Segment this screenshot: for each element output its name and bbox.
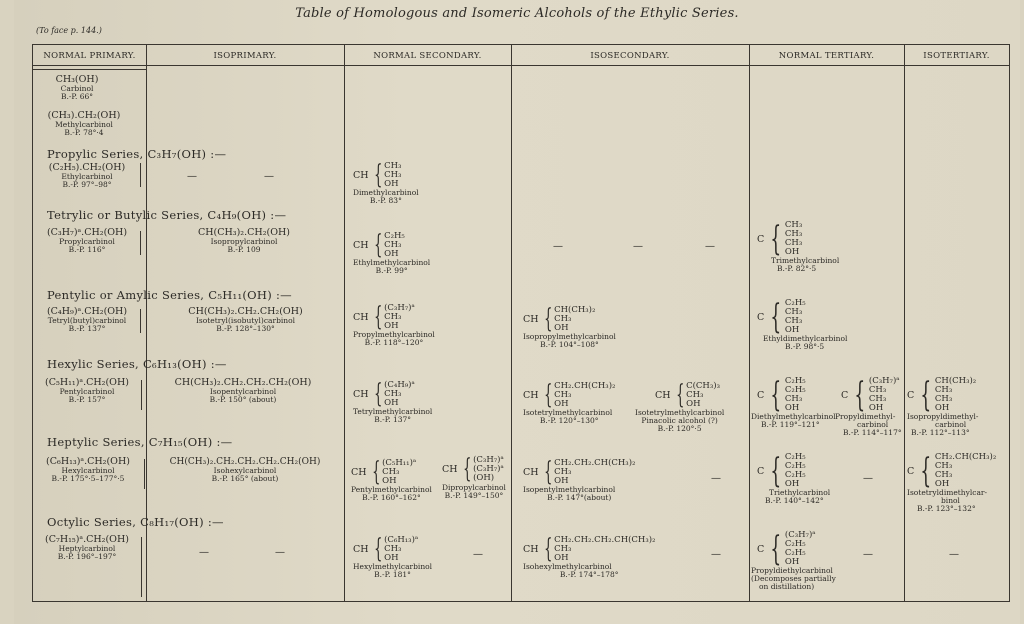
group: CH₃ xyxy=(554,543,572,554)
central-atom: CH xyxy=(523,389,539,401)
group: (C₃H₇)ᵃ xyxy=(384,302,415,313)
group: (OH) xyxy=(473,472,495,483)
empty-dash: — xyxy=(711,549,721,560)
brace: { xyxy=(770,375,782,415)
group: C₂H₅ xyxy=(384,230,405,241)
group: (C₃H₇)ᵃ xyxy=(473,463,504,474)
group: CH₃ xyxy=(554,389,572,400)
structural-formula xyxy=(353,380,432,408)
central-atom: C xyxy=(907,465,915,477)
boiling-point: B.-P. 99° xyxy=(375,266,408,275)
boiling-point: B.-P. 119°–121° xyxy=(761,420,820,429)
compound-name: Triethylcarbinol xyxy=(769,488,831,497)
central-atom: CH xyxy=(523,313,539,325)
entry-isopropylmethylcarbinol xyxy=(523,305,616,349)
structural-formula xyxy=(353,535,432,563)
entry-tetrylcarbinol xyxy=(35,307,139,333)
group: CH₃ xyxy=(784,394,803,404)
formula: CH₃(OH) xyxy=(55,74,99,85)
group: OH xyxy=(554,398,569,409)
entry-isopentylmethylcarbinol xyxy=(523,458,635,502)
group: OH xyxy=(384,248,399,259)
compound-name: Isopentylcarbinol xyxy=(209,387,277,396)
group: C₂H₅ xyxy=(784,548,806,558)
group: OH xyxy=(384,320,399,331)
boiling-point: B.-P. 147°(about) xyxy=(547,493,612,502)
group: OH xyxy=(934,403,950,413)
empty-dash: — xyxy=(949,549,959,560)
entry-isohexylmethylcarbinol xyxy=(523,535,655,579)
group: CH₂.CH(CH₃)₂ xyxy=(934,452,997,462)
boiling-point: B.-P. 112°–113° xyxy=(911,428,970,437)
compound-note: (Decomposes partially xyxy=(751,574,836,583)
header-rule xyxy=(33,65,1009,66)
entry-hexylcarbinol xyxy=(33,457,143,483)
column-header-isosecondary: ISOSECONDARY. xyxy=(590,51,670,61)
boiling-point: B.-P. 174°–178° xyxy=(559,570,619,579)
group: (C₃H₇)ᵃ xyxy=(868,376,900,386)
boiling-point: B.-P. 149°–150° xyxy=(444,491,504,500)
entry-propylcarbinol xyxy=(37,228,137,254)
boiling-point: B.-P. 196°–197° xyxy=(57,552,117,561)
formula: (C₂H₅).CH₂(OH) xyxy=(48,162,126,173)
compound-name: Tetryl(butyl)carbinol xyxy=(47,316,127,325)
group: CH₃ xyxy=(554,313,572,324)
boiling-point: B.-P. 120°·5 xyxy=(657,424,702,433)
column-header-normal-primary: NORMAL PRIMARY. xyxy=(43,51,136,61)
boiling-point: B.-P. 140°–142° xyxy=(765,496,824,505)
central-atom: CH xyxy=(523,466,539,478)
column-header-normal-secondary: NORMAL SECONDARY. xyxy=(373,51,482,61)
group: CH₃ xyxy=(784,238,803,248)
group: OH xyxy=(384,178,399,189)
entry-isotetrylcarbinol xyxy=(163,307,328,333)
brace: { xyxy=(770,529,782,569)
structural-formula xyxy=(523,535,655,563)
brace: { xyxy=(770,297,782,337)
formula: (C₄H₉)ᵃ.CH₂(OH) xyxy=(46,306,128,317)
structural-formula xyxy=(523,305,616,333)
boiling-point: B.-P. 137° xyxy=(374,415,412,424)
entry-pinacolic-alcohol xyxy=(635,381,724,433)
structural-formula xyxy=(841,377,902,413)
compound-name: Isotetrylmethylcarbinol xyxy=(523,408,613,417)
entry-isopentylcarbinol xyxy=(148,378,338,404)
group: OH xyxy=(784,325,800,335)
column-divider xyxy=(749,45,750,601)
formula: CH(CH₃)₂.CH₂.CH₂.CH₂.CH₂(OH) xyxy=(169,457,321,467)
compound-name: Ethylmethylcarbinol xyxy=(353,258,431,267)
series-heading-propylic: Propylic Series, C₃H₇(OH) :— xyxy=(47,147,227,161)
entry-isopropyldimethylcarbinol xyxy=(907,377,978,437)
group: CH₃ xyxy=(934,461,953,471)
group: CH₃ xyxy=(868,394,887,404)
column-header-isoprimary: ISOPRIMARY. xyxy=(213,51,277,61)
compound-name: Ethyldimethylcarbinol xyxy=(763,334,848,343)
central-atom: C xyxy=(757,543,765,555)
compound-name-cont: carbinol xyxy=(935,420,967,429)
boiling-point: B.-P. 175°·5–177°·5 xyxy=(51,474,125,483)
compound-name: Trimethylcarbinol xyxy=(771,256,840,265)
brace: { xyxy=(543,380,552,410)
brace: { xyxy=(373,379,382,409)
entry-methylcarbinol xyxy=(39,111,129,137)
column-header-normal-tertiary: NORMAL TERTIARY. xyxy=(778,51,875,61)
face-page-note: (To face p. 144.) xyxy=(36,26,102,35)
entry-pentylcarbinol xyxy=(35,378,139,404)
compound-name: Diethylmethylcarbinol xyxy=(751,412,836,421)
boiling-point: B.-P. 97°–98° xyxy=(62,180,112,189)
group: OH xyxy=(784,247,800,257)
central-atom: CH xyxy=(353,239,369,251)
formula: CH(CH₃)₂.CH₂(OH) xyxy=(197,227,290,238)
boiling-point: B.-P. 150° (about) xyxy=(209,395,277,404)
group: OH xyxy=(686,398,701,409)
group: CH₃ xyxy=(868,385,887,395)
series-heading-hexylic: Hexylic Series, C₆H₁₃(OH) :— xyxy=(47,357,227,371)
column-header-isotertiary: ISOTERTIARY. xyxy=(923,51,990,61)
boiling-point: B.-P. 120°–130° xyxy=(539,416,599,425)
group: C(CH₃)₃ xyxy=(686,380,720,391)
group: CH₂.CH₂.CH(CH₃)₂ xyxy=(554,457,636,468)
compound-name: Carbinol xyxy=(60,84,94,93)
boiling-point: B.-P. 82°·5 xyxy=(777,264,817,273)
brace: { xyxy=(462,454,471,484)
structural-formula xyxy=(757,377,836,413)
compound-name: Methylcarbinol xyxy=(55,120,113,129)
group: CH₃ xyxy=(784,220,803,230)
compound-name: Isotetrylmethylcarbinol xyxy=(635,408,725,417)
compound-name: Isopentylmethylcarbinol xyxy=(523,485,616,494)
entry-hexylmethylcarbinol xyxy=(353,535,432,579)
structural-formula xyxy=(523,381,615,409)
group: CH₂.CH(CH₃)₂ xyxy=(554,380,616,391)
formula: (CH₃).CH₂(OH) xyxy=(47,110,121,121)
structural-formula xyxy=(353,303,435,331)
group: C₂H₅ xyxy=(784,539,806,549)
series-heading-octylic: Octylic Series, C₈H₁₇(OH) :— xyxy=(47,515,224,529)
cell-separator xyxy=(144,459,145,489)
group: OH xyxy=(784,403,800,413)
boiling-point: B.-P. 128°–130° xyxy=(216,324,275,333)
column-divider xyxy=(511,45,512,601)
empty-dash: — xyxy=(187,171,197,182)
group: CH₃ xyxy=(384,160,402,171)
book-page xyxy=(14,0,1020,624)
group: (C₃H₇)ᵃ xyxy=(473,454,504,465)
entry-dimethylcarbinol xyxy=(353,161,419,205)
group: CH₃ xyxy=(784,316,803,326)
entry-isohexylcarbinol xyxy=(146,457,344,483)
brace: { xyxy=(920,451,932,491)
compound-note-cont: on distillation) xyxy=(759,582,815,591)
brace: { xyxy=(371,457,380,487)
brace: { xyxy=(675,380,684,410)
group: CH₃ xyxy=(934,470,953,480)
empty-dash: — xyxy=(199,547,209,558)
group: CH₃ xyxy=(784,229,803,239)
central-atom: C xyxy=(841,389,849,401)
structural-formula xyxy=(353,161,419,189)
central-atom: CH xyxy=(353,388,369,400)
boiling-point: B.-P. 160°–162° xyxy=(362,493,421,502)
brace: { xyxy=(770,219,782,259)
boiling-point: B.-P. 78°·4 xyxy=(64,128,104,137)
group: OH xyxy=(382,475,397,486)
empty-dash: — xyxy=(705,241,715,252)
structural-formula xyxy=(757,453,830,489)
boiling-point: B.-P. 116° xyxy=(68,245,106,254)
boiling-point: B.-P. 104°–108° xyxy=(540,340,599,349)
group: CH₃ xyxy=(934,385,953,395)
central-atom: CH xyxy=(351,466,367,478)
central-atom: CH xyxy=(353,169,369,181)
boiling-point: B.-P. 66° xyxy=(60,92,94,101)
compound-name: Tetrylmethylcarbinol xyxy=(353,407,433,416)
compound-name: Pentylcarbinol xyxy=(59,387,115,396)
cell-separator xyxy=(140,309,141,333)
group: CH₃ xyxy=(686,389,704,400)
central-atom: C xyxy=(757,233,765,245)
formula: (C₆H₁₃)ᵃ.CH₂(OH) xyxy=(46,456,130,467)
empty-dash: — xyxy=(264,171,274,182)
compound-name: Hexylcarbinol xyxy=(61,466,115,475)
group: (C₃H₇)ᵃ xyxy=(784,530,816,540)
group: CH₃ xyxy=(554,466,572,477)
compound-name: Propylcarbinol xyxy=(59,237,115,246)
structural-formula xyxy=(757,221,839,257)
central-atom: CH xyxy=(655,389,671,401)
group: CH₃ xyxy=(382,466,400,477)
compound-name: Isotetryldimethylcar- xyxy=(907,488,988,497)
entry-carbinol xyxy=(47,75,107,101)
entry-heptylcarbinol xyxy=(35,535,139,561)
boiling-point: B.-P. 123°–132° xyxy=(917,504,976,513)
entry-triethylcarbinol xyxy=(751,453,830,505)
compound-name-cont: carbinol xyxy=(857,420,889,429)
formula: (C₅H₁₁)ᵃ.CH₂(OH) xyxy=(45,377,129,388)
formula: CH(CH₃)₂.CH₂.CH₂(OH) xyxy=(188,306,303,317)
compound-name: Heptylcarbinol xyxy=(58,544,116,553)
boiling-point: B.-P. 98°·5 xyxy=(785,342,825,351)
group: (C₄H₉)ᵃ xyxy=(384,379,415,390)
table-title: Table of Homologous and Isomeric Alcohols of the Ethylic Series. xyxy=(295,6,739,21)
group: C₂H₅ xyxy=(784,461,806,471)
empty-dash: — xyxy=(553,241,563,252)
group: CH₃ xyxy=(784,307,803,317)
compound-name: Isotetryl(isobutyl)carbinol xyxy=(195,316,296,325)
group: CH₂.CH₂.CH₂.CH(CH₃)₂ xyxy=(554,534,656,545)
central-atom: CH xyxy=(353,543,369,555)
entry-ethylmethylcarbinol xyxy=(353,231,430,275)
central-atom: C xyxy=(907,389,915,401)
entry-dipropylcarbinol xyxy=(442,455,506,500)
entry-ethyldimethylcarbinol xyxy=(751,299,847,351)
central-atom: C xyxy=(757,311,765,323)
group: C₂H₅ xyxy=(784,470,806,480)
entry-isotetryldimethylcarbinol xyxy=(907,453,996,513)
group: CH(CH₃)₂ xyxy=(934,376,977,386)
entry-propyldiethylcarbinol xyxy=(751,531,836,591)
entry-isopropylcarbinol xyxy=(169,228,319,254)
empty-dash: — xyxy=(633,241,643,252)
group: CH₃ xyxy=(384,311,402,322)
empty-dash: — xyxy=(275,547,285,558)
group: C₂H₅ xyxy=(784,452,806,462)
group: OH xyxy=(384,552,399,563)
boiling-point: B.-P. 157° xyxy=(68,395,106,404)
group: CH(CH₃)₂ xyxy=(554,304,596,315)
compound-name: Propyldiethylcarbinol xyxy=(751,566,833,575)
series-heading-amylic: Pentylic or Amylic Series, C₅H₁₁(OH) :— xyxy=(47,288,292,302)
entry-diethylmethylcarbinol xyxy=(751,377,836,429)
entry-trimethylcarbinol xyxy=(751,221,839,273)
group: CH₃ xyxy=(384,169,402,180)
compound-name-cont: binol xyxy=(941,496,960,505)
group: CH₃ xyxy=(384,239,402,250)
structural-formula xyxy=(757,531,836,567)
boiling-point: B.-P. 181° xyxy=(374,570,411,579)
brace: { xyxy=(373,302,382,332)
brace: { xyxy=(543,304,552,334)
column-divider xyxy=(344,45,345,601)
boiling-point: B.-P. 109 xyxy=(227,245,261,254)
entry-propyldimethylcarbinol xyxy=(835,377,902,437)
brace: { xyxy=(373,160,382,190)
central-atom: C xyxy=(757,465,765,477)
structural-formula xyxy=(907,377,978,413)
compound-name: Isohexylcarbinol xyxy=(213,466,277,475)
group: (C₆H₁₃)ᵃ xyxy=(384,534,419,545)
brace: { xyxy=(373,534,382,564)
group: OH xyxy=(554,475,569,486)
central-atom: CH xyxy=(353,311,369,323)
central-atom: CH xyxy=(523,543,539,555)
boiling-point: B.-P. 118°–120° xyxy=(364,338,424,347)
compound-alt-name: Pinacolic alcohol (?) xyxy=(641,416,718,425)
boiling-point: B.-P. 165° (about) xyxy=(211,474,279,483)
group: OH xyxy=(784,479,800,489)
compound-name: Isopropylmethylcarbinol xyxy=(523,332,616,341)
entry-tetrylmethylcarbinol xyxy=(353,380,432,424)
empty-dash: — xyxy=(863,473,873,484)
brace: { xyxy=(543,534,552,564)
brace: { xyxy=(920,375,932,415)
structural-formula xyxy=(442,455,506,483)
central-atom: C xyxy=(757,389,765,401)
brace: { xyxy=(770,451,782,491)
structural-formula xyxy=(353,231,430,259)
group: CH₃ xyxy=(384,388,402,399)
structural-formula xyxy=(351,458,432,486)
compound-name: Hexylmethylcarbinol xyxy=(353,562,433,571)
compound-name: Propyldimethyl- xyxy=(835,412,896,421)
structural-formula xyxy=(907,453,996,489)
compound-name: Pentylmethylcarbinol xyxy=(351,485,432,494)
series-heading-heptylic: Heptylic Series, C₇H₁₅(OH) :— xyxy=(47,435,233,449)
group: C₂H₅ xyxy=(784,376,806,386)
compound-name: Propylmethylcarbinol xyxy=(353,330,435,339)
group: OH xyxy=(554,322,569,333)
cell-separator xyxy=(141,380,142,410)
group: C₂H₅ xyxy=(784,298,806,308)
group: OH xyxy=(784,557,800,567)
brace: { xyxy=(854,375,866,415)
structural-formula xyxy=(757,299,847,335)
group: OH xyxy=(934,479,950,489)
compound-name: Isopropyldimethyl- xyxy=(907,412,979,421)
group: CH₃ xyxy=(384,543,402,554)
group: CH₃ xyxy=(934,394,953,404)
compound-name: Isohexylmethylcarbinol xyxy=(523,562,612,571)
empty-dash: — xyxy=(711,473,721,484)
cell-separator xyxy=(140,163,141,187)
central-atom: CH xyxy=(442,463,458,475)
cell-separator xyxy=(141,537,142,597)
brace: { xyxy=(543,457,552,487)
series-heading-butylic: Tetrylic or Butylic Series, C₄H₉(OH) :— xyxy=(47,208,287,222)
boiling-point: B.-P. 137° xyxy=(68,324,106,333)
formula: CH(CH₃)₂.CH₂.CH₂.CH₂(OH) xyxy=(174,377,312,388)
compound-name: Dipropylcarbinol xyxy=(442,483,506,492)
entry-ethylcarbinol xyxy=(37,163,137,189)
compound-name: Ethylcarbinol xyxy=(61,172,113,181)
compound-name: Dimethylcarbinol xyxy=(353,188,419,197)
alcohols-table xyxy=(32,44,1010,602)
group: C₂H₅ xyxy=(784,385,806,395)
entry-propylmethylcarbinol xyxy=(353,303,435,347)
formula: (C₃H₇)ᵃ.CH₂(OH) xyxy=(46,227,128,238)
compound-name: Isopropylcarbinol xyxy=(210,237,278,246)
group: (C₅H₁₁)ᵃ xyxy=(382,457,417,468)
group: OH xyxy=(554,552,569,563)
header-rule-short xyxy=(33,69,146,70)
formula: (C₇H₁₅)ᵃ.CH₂(OH) xyxy=(45,534,129,545)
boiling-point: B.-P. 83° xyxy=(369,196,402,205)
structural-formula xyxy=(523,458,635,486)
cell-separator xyxy=(140,231,141,255)
column-divider xyxy=(904,45,905,601)
boiling-point: B.-P. 114°–117° xyxy=(843,428,902,437)
entry-isotetrylmethylcarbinol xyxy=(523,381,615,425)
empty-dash: — xyxy=(863,549,873,560)
entry-pentylmethylcarbinol xyxy=(351,458,432,502)
group: OH xyxy=(384,397,399,408)
empty-dash: — xyxy=(473,549,483,560)
group: OH xyxy=(868,403,884,413)
brace: { xyxy=(373,230,382,260)
structural-formula xyxy=(655,381,724,409)
